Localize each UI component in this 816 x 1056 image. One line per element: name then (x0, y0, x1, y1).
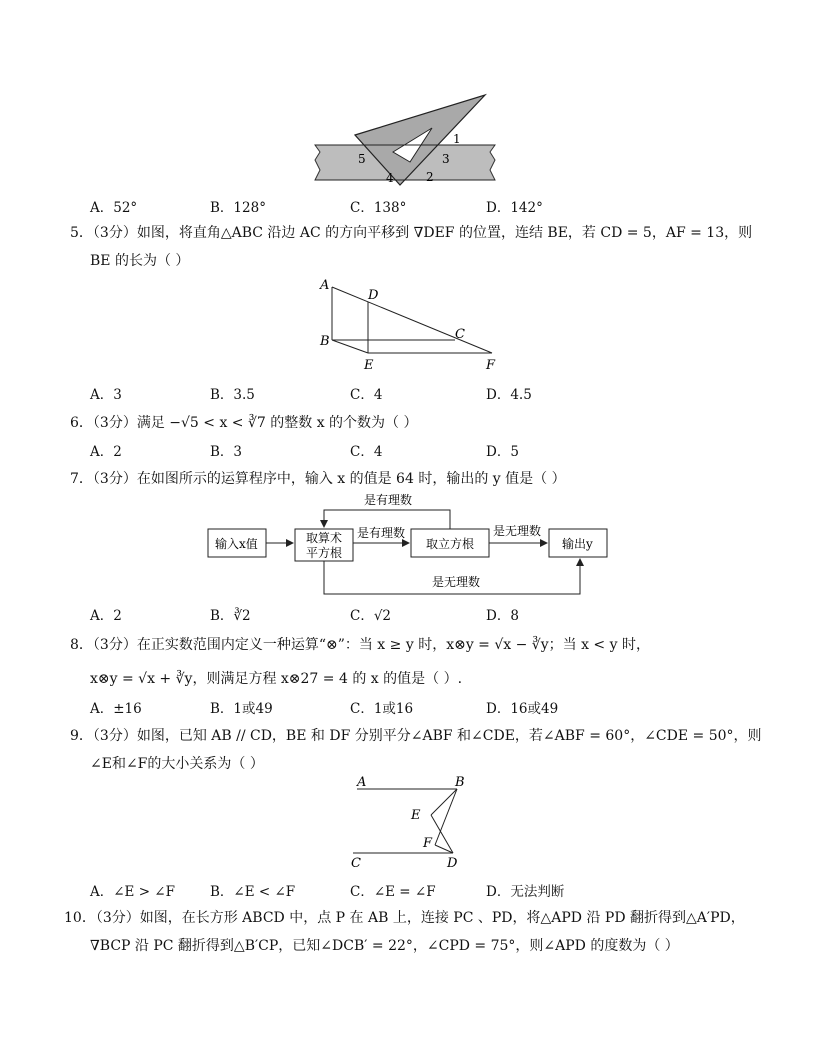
q5-option-b[interactable]: B．3.5 (210, 387, 255, 403)
fig4-label-5: 5 (358, 152, 366, 166)
flow-output-label: 输出y (562, 537, 593, 551)
q6-option-b[interactable]: B．3 (210, 444, 243, 460)
q9-option-d[interactable]: D．无法判断 (486, 884, 565, 900)
q7-stem: 7．（3分）在如图所示的运算程序中，输入 x 的值是 64 时，输出的 y 值是（ ） (70, 471, 566, 487)
q8-stem-line2: x⊗y = √x + ∛y，则满足方程 x⊗27 = 4 的 x 的值是（ ）. (90, 671, 463, 687)
q5-label-c: C (455, 327, 465, 342)
q7-option-d[interactable]: D．8 (486, 608, 519, 624)
flow-irrational-mid-label: 是无理数 (493, 524, 542, 538)
q5-label-b: B (320, 334, 330, 349)
q6-option-a[interactable]: A．2 (90, 444, 122, 460)
q5-label-d: D (368, 288, 379, 303)
q5-option-d[interactable]: D．4.5 (486, 387, 532, 403)
q9-label-d: D (447, 856, 458, 870)
fig4-label-4: 4 (386, 171, 394, 185)
q5-label-f: F (486, 358, 496, 373)
q5-option-c[interactable]: C．4 (350, 387, 383, 403)
q7-option-c[interactable]: C．√2 (350, 608, 392, 624)
flow-rational-mid-label: 是有理数 (357, 526, 406, 540)
q5-label-e: E (364, 358, 374, 373)
q7-flowchart (200, 490, 620, 600)
q8-option-c[interactable]: C．1或16 (350, 701, 414, 717)
q7-option-a[interactable]: A．2 (90, 608, 122, 624)
flow-input-label: 输入x值 (215, 537, 258, 551)
q9-option-b[interactable]: B．∠E < ∠F (210, 884, 296, 900)
fig4-label-2: 2 (426, 170, 434, 184)
q7-option-b[interactable]: B．∛2 (210, 608, 251, 624)
q5-label-a: A (320, 278, 330, 293)
q10-stem-line1: 10．（3分）如图，在长方形 ABCD 中，点 P 在 AB 上，连接 PC 、PD，将△APD 沿 PD 翻折得到△A′PD， (64, 910, 745, 926)
q4-figure (300, 90, 520, 190)
flow-irrational-bottom-label: 是无理数 (432, 575, 481, 589)
flow-sqrt-label-1: 取算术 (306, 531, 343, 545)
q4-option-c[interactable]: C．138° (350, 200, 407, 216)
q6-stem: 6．（3分）满足 −√5 < x < ∛7 的整数 x 的个数为（ ） (70, 415, 418, 431)
fig4-label-3: 3 (442, 152, 450, 166)
q8-option-b[interactable]: B．1或49 (210, 701, 273, 717)
q4-option-a[interactable]: A．52° (90, 200, 138, 216)
q5-stem-line2: BE 的长为（ ） (90, 253, 190, 269)
q9-stem-line1: 9．（3分）如图，已知 AB // CD，BE 和 DF 分别平分∠ABF 和∠CDE，若∠ABF = 60°，∠CDE = 50°，则 (70, 728, 762, 744)
q8-option-d[interactable]: D．16或49 (486, 701, 559, 717)
flow-sqrt-label-2: 平方根 (306, 546, 343, 560)
q4-option-b[interactable]: B．128° (210, 200, 266, 216)
q5-option-a[interactable]: A．3 (90, 387, 122, 403)
flow-cube-label: 取立方根 (426, 537, 475, 551)
q9-label-a: A (357, 775, 367, 790)
q5-figure (310, 275, 510, 375)
q9-label-f: F (423, 836, 433, 851)
q9-label-c: C (351, 856, 361, 870)
fig4-label-1: 1 (453, 132, 461, 146)
q8-option-a[interactable]: A．±16 (90, 701, 142, 717)
q9-option-c[interactable]: C．∠E = ∠F (350, 884, 436, 900)
q9-figure (345, 775, 475, 870)
q8-stem-line1: 8．（3分）在正实数范围内定义一种运算“⊗”：当 x ≥ y 时，x⊗y = √x − ∛y；当 x < y 时， (70, 637, 650, 653)
q6-option-c[interactable]: C．4 (350, 444, 383, 460)
q9-label-b: B (455, 775, 465, 790)
q9-label-e: E (411, 808, 421, 823)
flow-rational-top-label: 是有理数 (364, 493, 413, 507)
q9-option-a[interactable]: A．∠E > ∠F (90, 884, 175, 900)
q6-option-d[interactable]: D．5 (486, 444, 519, 460)
q10-stem-line2: ∇BCP 沿 PC 翻折得到△B′CP，已知∠DCB′ = 22°，∠CPD = 75°，则∠APD 的度数为（ ） (90, 938, 679, 954)
q9-stem-line2: ∠E和∠F的大小关系为（ ） (90, 756, 264, 772)
q4-option-d[interactable]: D．142° (486, 200, 543, 216)
q5-stem-line1: 5．（3分）如图，将直角△ABC 沿边 AC 的方向平移到 ∇DEF 的位置，连结 BE，若 CD = 5，AF = 13，则 (70, 225, 753, 241)
